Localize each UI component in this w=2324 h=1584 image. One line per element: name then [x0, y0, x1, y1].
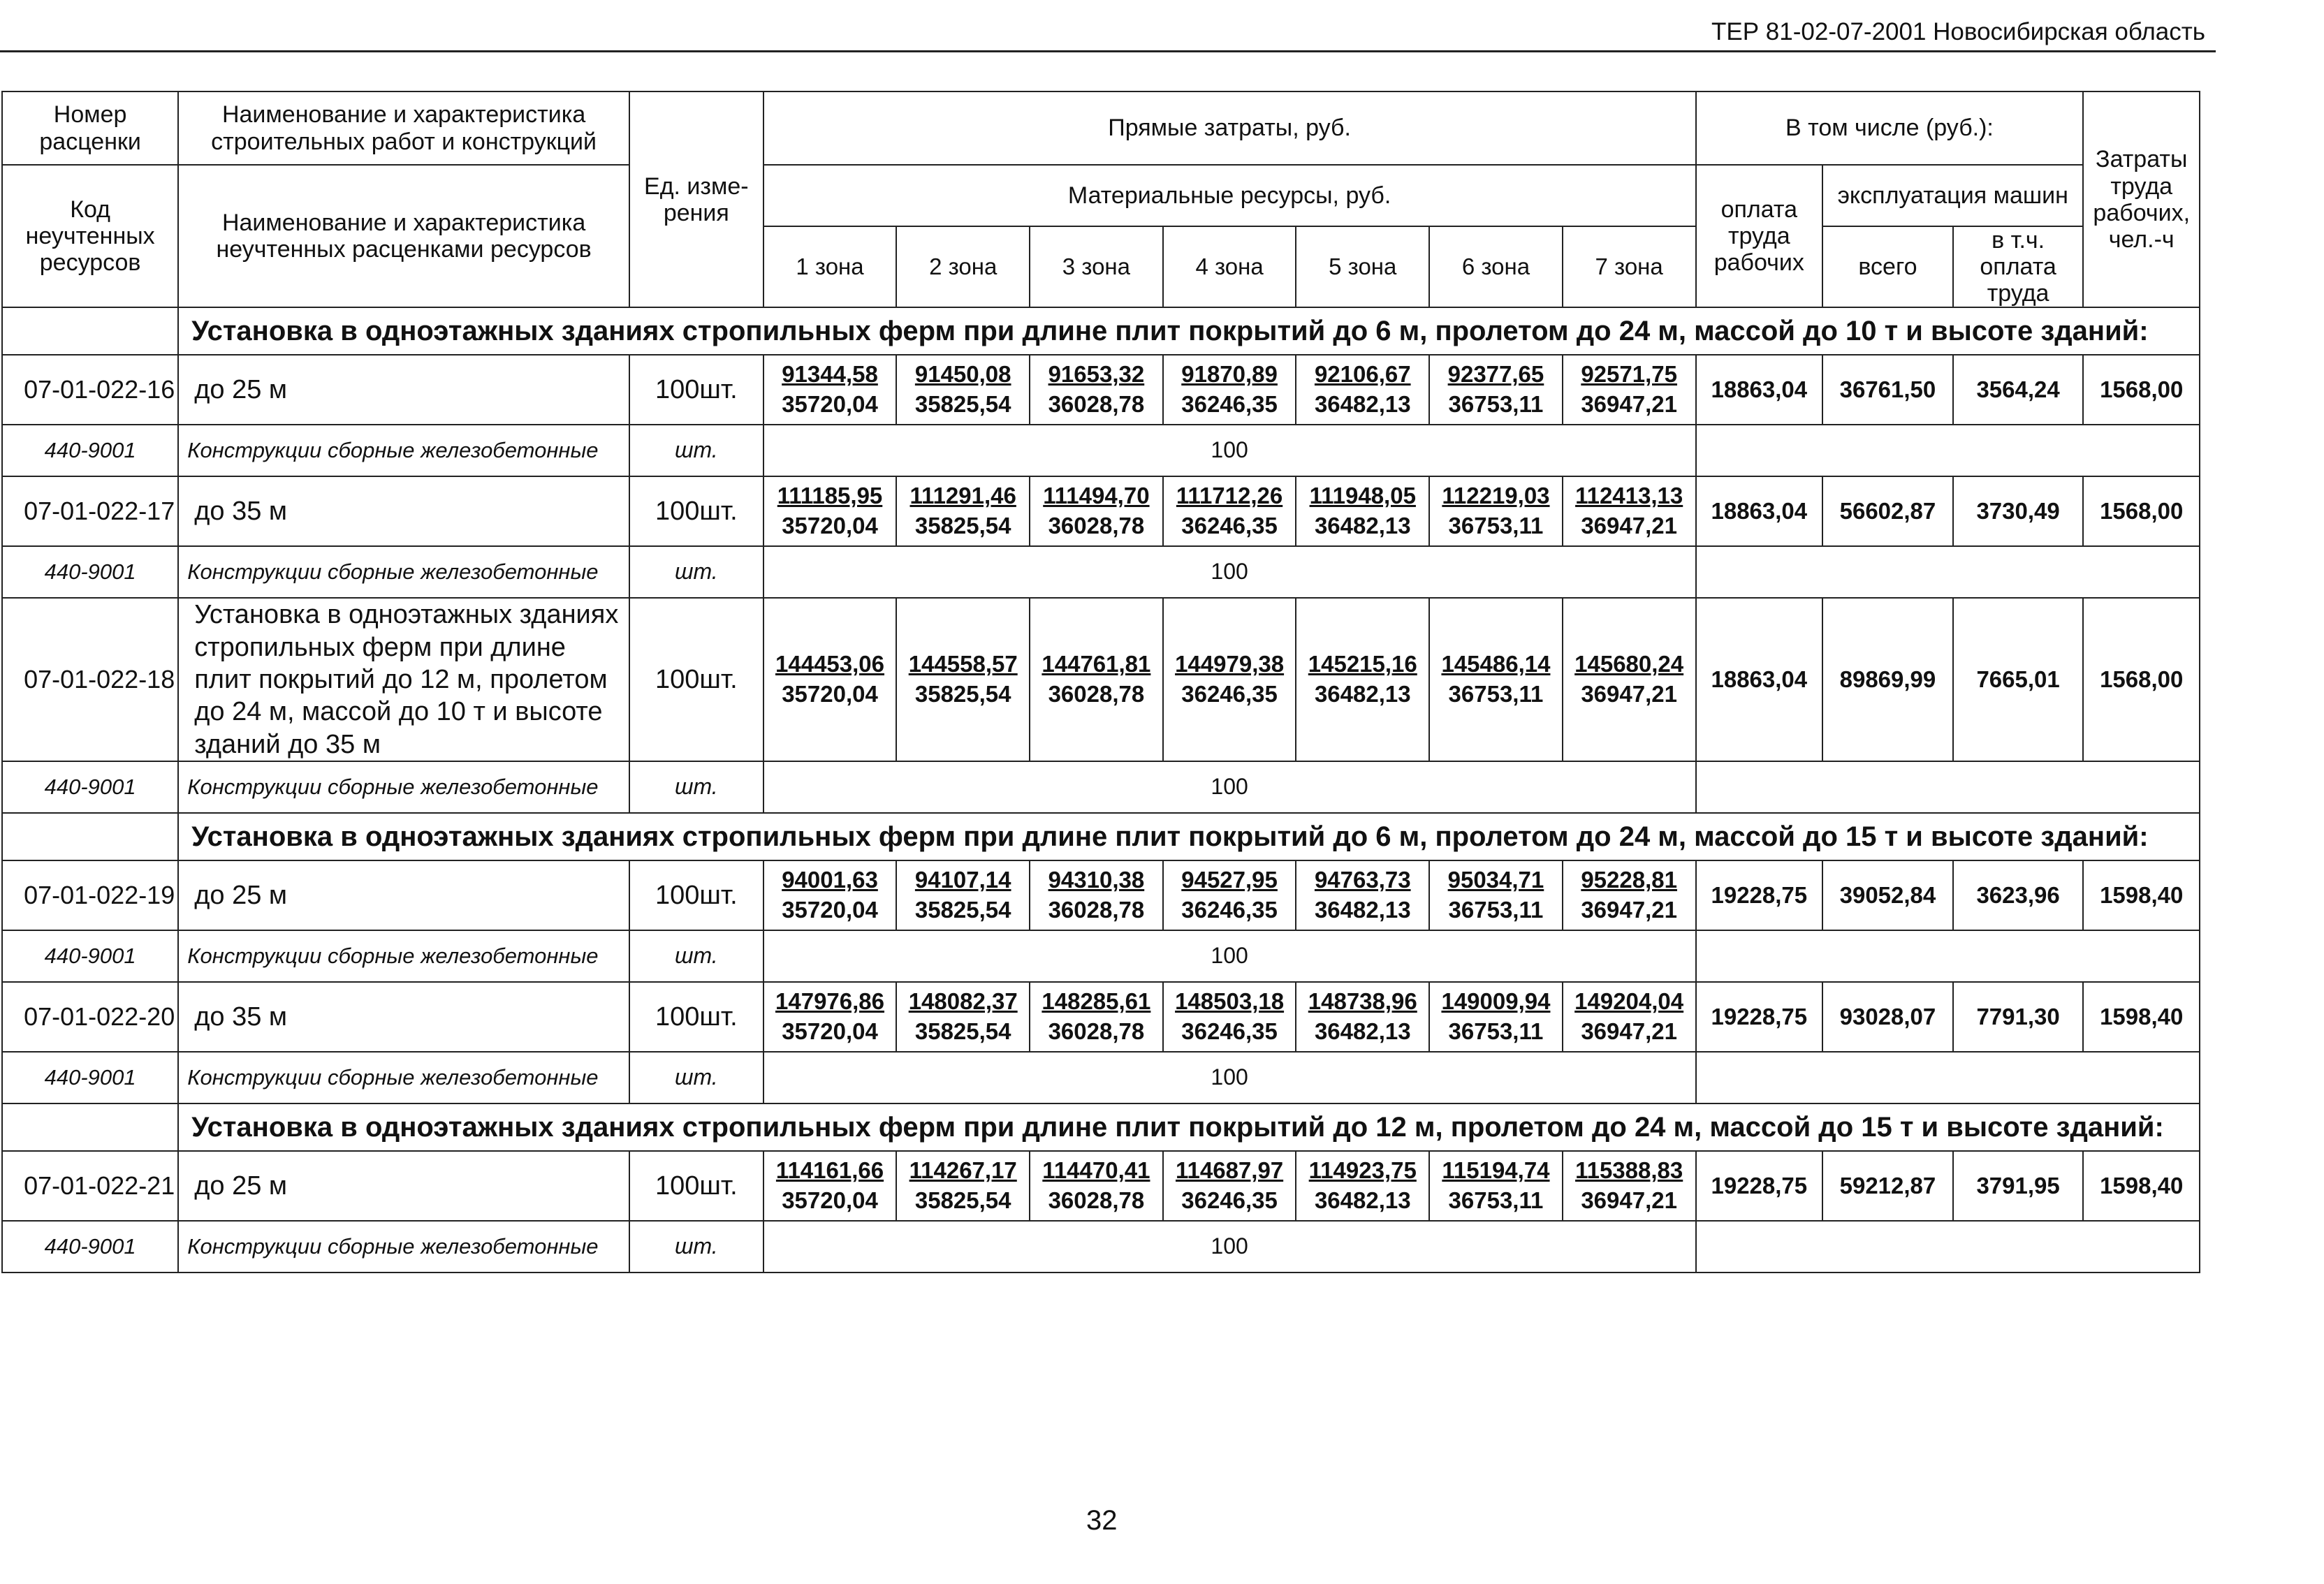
resource-qty: 100: [763, 761, 1696, 813]
material-cost: 36246,35: [1181, 681, 1278, 707]
zone-5-cost-cell: [1296, 476, 1429, 546]
resource-blank-cell: [1696, 1221, 2200, 1273]
direct-cost: 112219,03: [1442, 483, 1550, 509]
zone-2-cost-cell: [896, 982, 1030, 1052]
th-zone-1: 1 зона: [763, 226, 897, 307]
th-zone-6: 6 зона: [1429, 226, 1563, 307]
material-cost: 36246,35: [1181, 391, 1278, 418]
th-machine-wages: в т.ч. оплата труда: [1953, 226, 2084, 307]
material-cost: 36028,78: [1048, 681, 1145, 707]
material-cost: 36028,78: [1048, 391, 1145, 418]
material-cost: 35720,04: [782, 513, 878, 539]
material-cost: 35720,04: [782, 897, 878, 923]
material-cost: 36246,35: [1181, 1187, 1278, 1214]
direct-cost: 94527,95: [1181, 867, 1278, 893]
zone-6-cost-cell: [1429, 982, 1563, 1052]
material-cost: 36482,13: [1314, 1018, 1411, 1045]
resource-blank-cell: [1696, 761, 2200, 813]
direct-cost: 94310,38: [1048, 867, 1145, 893]
direct-cost: 91870,89: [1181, 361, 1278, 388]
rate-name: Установка в одноэтажных зданиях стропильных ферм при длине плит покрытий до 12 м, пролетом до 24 м, массой до 10 т и высоте зданий до 35 м: [178, 598, 629, 761]
material-cost: 35825,54: [914, 681, 1011, 707]
section-title: Установка в одноэтажных зданиях стропильных ферм при длине плит покрытий до 12 м, пролетом до 24 м, массой до 15 т и высоте зданий:: [178, 1103, 2200, 1151]
zone-3-cost-cell: [1030, 598, 1163, 761]
resource-name: Конструкции сборные железобетонные: [178, 546, 629, 598]
direct-cost: 144453,06: [775, 651, 885, 677]
direct-cost: 114470,41: [1042, 1157, 1150, 1184]
machines-total-value: 36761,50: [1822, 355, 1953, 425]
resource-blank-cell: [1696, 425, 2200, 476]
resource-unit: шт.: [629, 930, 763, 982]
zone-7-cost-cell: [1563, 598, 1696, 761]
resource-qty: 100: [763, 1221, 1696, 1273]
th-material-resources: Материальные ресурсы, руб.: [763, 165, 1696, 226]
material-cost: 35825,54: [914, 1018, 1011, 1045]
zone-3-cost-cell: [1030, 355, 1163, 425]
resource-unit: шт.: [629, 1052, 763, 1103]
resource-row: [2, 546, 2200, 598]
direct-cost: 149204,04: [1574, 988, 1684, 1015]
resource-row: [2, 1221, 2200, 1273]
resource-blank-cell: [1696, 930, 2200, 982]
machines-total-value: 89869,99: [1822, 598, 1953, 761]
machine-wages-value: 3791,95: [1953, 1151, 2084, 1221]
section-blank-cell: [2, 1103, 178, 1151]
rate-code: 07-01-022-17: [2, 476, 178, 546]
zone-6-cost-cell: [1429, 598, 1563, 761]
zone-1-cost-cell: [763, 860, 897, 930]
direct-cost: 112413,13: [1575, 483, 1683, 509]
material-cost: 36947,21: [1581, 513, 1677, 539]
th-wages: оплата труда рабочих: [1696, 165, 1823, 307]
th-zone-5: 5 зона: [1296, 226, 1429, 307]
rate-row: [2, 476, 2200, 546]
material-cost: 36482,13: [1314, 1187, 1411, 1214]
resource-code: 440-9001: [2, 761, 178, 813]
direct-cost: 94107,14: [914, 867, 1011, 893]
zone-1-cost-cell: [763, 1151, 897, 1221]
rates-table: [1, 91, 2200, 1273]
rate-code: 07-01-022-21: [2, 1151, 178, 1221]
resource-code: 440-9001: [2, 1221, 178, 1273]
section-blank-cell: [2, 307, 178, 355]
zone-1-cost-cell: [763, 476, 897, 546]
direct-cost: 95034,71: [1447, 867, 1544, 893]
th-machine-total: всего: [1822, 226, 1953, 307]
machines-total-value: 59212,87: [1822, 1151, 1953, 1221]
th-unit: Ед. изме- рения: [629, 91, 763, 307]
zone-3-cost-cell: [1030, 476, 1163, 546]
zone-1-cost-cell: [763, 355, 897, 425]
direct-cost: 145215,16: [1308, 651, 1417, 677]
material-cost: 36753,11: [1448, 513, 1544, 539]
direct-cost: 92377,65: [1447, 361, 1544, 388]
resource-code: 440-9001: [2, 1052, 178, 1103]
direct-cost: 148503,18: [1175, 988, 1285, 1015]
resource-qty: 100: [763, 930, 1696, 982]
th-resource-name: Наименование и характеристика неучтенных расценками ресурсов: [178, 165, 629, 307]
resource-row: [2, 761, 2200, 813]
zone-2-cost-cell: [896, 860, 1030, 930]
zone-6-cost-cell: [1429, 355, 1563, 425]
wages-value: 18863,04: [1696, 598, 1823, 761]
wages-value: 19228,75: [1696, 982, 1823, 1052]
rate-unit: 100шт.: [629, 476, 763, 546]
resource-row: [2, 930, 2200, 982]
direct-cost: 91344,58: [782, 361, 878, 388]
direct-cost: 148285,61: [1042, 988, 1151, 1015]
resource-name: Конструкции сборные железобетонные: [178, 425, 629, 476]
labor-value: 1598,40: [2083, 982, 2200, 1052]
material-cost: 36753,11: [1448, 897, 1544, 923]
zone-3-cost-cell: [1030, 1151, 1163, 1221]
direct-cost: 94763,73: [1314, 867, 1411, 893]
resource-blank-cell: [1696, 1052, 2200, 1103]
rate-unit: 100шт.: [629, 982, 763, 1052]
material-cost: 35720,04: [782, 391, 878, 418]
labor-value: 1598,40: [2083, 1151, 2200, 1221]
zone-5-cost-cell: [1296, 355, 1429, 425]
direct-cost: 91653,32: [1048, 361, 1145, 388]
material-cost: 36482,13: [1314, 897, 1411, 923]
machine-wages-value: 3623,96: [1953, 860, 2084, 930]
zone-1-cost-cell: [763, 982, 897, 1052]
direct-cost: 92571,75: [1581, 361, 1677, 388]
zone-7-cost-cell: [1563, 476, 1696, 546]
zone-3-cost-cell: [1030, 982, 1163, 1052]
machines-total-value: 56602,87: [1822, 476, 1953, 546]
rate-code: 07-01-022-16: [2, 355, 178, 425]
rate-row: [2, 860, 2200, 930]
zone-2-cost-cell: [896, 476, 1030, 546]
zone-1-cost-cell: [763, 598, 897, 761]
material-cost: 36947,21: [1581, 897, 1677, 923]
material-cost: 36246,35: [1181, 513, 1278, 539]
rate-name: до 35 м: [178, 982, 629, 1052]
th-resource-code: Код неучтенных ресурсов: [2, 165, 178, 307]
material-cost: 36028,78: [1048, 897, 1145, 923]
rate-unit: 100шт.: [629, 598, 763, 761]
resource-row: [2, 1052, 2200, 1103]
machine-wages-value: 3564,24: [1953, 355, 2084, 425]
direct-cost: 111712,26: [1176, 483, 1283, 509]
material-cost: 35825,54: [914, 391, 1011, 418]
direct-cost: 144558,57: [908, 651, 1018, 677]
direct-cost: 111185,95: [777, 483, 883, 509]
material-cost: 35720,04: [782, 681, 878, 707]
resource-unit: шт.: [629, 1221, 763, 1273]
resource-qty: 100: [763, 425, 1696, 476]
material-cost: 36482,13: [1314, 681, 1411, 707]
rate-name: до 25 м: [178, 355, 629, 425]
th-zone-7: 7 зона: [1563, 226, 1696, 307]
zone-6-cost-cell: [1429, 476, 1563, 546]
labor-value: 1568,00: [2083, 476, 2200, 546]
rate-row: [2, 982, 2200, 1052]
direct-cost: 115194,74: [1442, 1157, 1550, 1184]
direct-cost: 91450,08: [914, 361, 1011, 388]
wages-value: 18863,04: [1696, 355, 1823, 425]
resource-unit: шт.: [629, 546, 763, 598]
th-labor-costs: Затраты труда рабочих, чел.-ч: [2083, 91, 2200, 307]
direct-cost: 111494,70: [1043, 483, 1150, 509]
th-machine-operation: эксплуатация машин: [1822, 165, 2083, 226]
machines-total-value: 39052,84: [1822, 860, 1953, 930]
rate-name: до 25 м: [178, 860, 629, 930]
labor-value: 1568,00: [2083, 598, 2200, 761]
zone-4-cost-cell: [1163, 476, 1296, 546]
section-row: [2, 813, 2200, 860]
direct-cost: 114923,75: [1308, 1157, 1417, 1184]
zone-7-cost-cell: [1563, 982, 1696, 1052]
resource-qty: 100: [763, 546, 1696, 598]
direct-cost: 92106,67: [1314, 361, 1411, 388]
section-blank-cell: [2, 813, 178, 860]
th-work-name: Наименование и характеристика строительных работ и конструкций: [178, 91, 629, 165]
direct-cost: 145486,14: [1441, 651, 1551, 677]
machine-wages-value: 7665,01: [1953, 598, 2084, 761]
direct-cost: 115388,83: [1575, 1157, 1683, 1184]
material-cost: 36947,21: [1581, 1018, 1677, 1045]
material-cost: 36246,35: [1181, 1018, 1278, 1045]
material-cost: 36028,78: [1048, 513, 1145, 539]
zone-5-cost-cell: [1296, 860, 1429, 930]
zone-2-cost-cell: [896, 355, 1030, 425]
resource-code: 440-9001: [2, 546, 178, 598]
zone-7-cost-cell: [1563, 1151, 1696, 1221]
direct-cost: 144761,81: [1042, 651, 1151, 677]
material-cost: 35825,54: [914, 897, 1011, 923]
material-cost: 36246,35: [1181, 897, 1278, 923]
rate-unit: 100шт.: [629, 1151, 763, 1221]
rate-row: [2, 355, 2200, 425]
material-cost: 36753,11: [1448, 391, 1544, 418]
material-cost: 36482,13: [1314, 391, 1411, 418]
direct-cost: 95228,81: [1581, 867, 1677, 893]
section-title: Установка в одноэтажных зданиях стропильных ферм при длине плит покрытий до 6 м, пролетом до 24 м, массой до 15 т и высоте зданий:: [178, 813, 2200, 860]
resource-qty: 100: [763, 1052, 1696, 1103]
zone-6-cost-cell: [1429, 1151, 1563, 1221]
resource-name: Конструкции сборные железобетонные: [178, 761, 629, 813]
wages-value: 19228,75: [1696, 860, 1823, 930]
rate-name: до 35 м: [178, 476, 629, 546]
material-cost: 36947,21: [1581, 391, 1677, 418]
th-direct-costs: Прямые затраты, руб.: [763, 91, 1696, 165]
direct-cost: 147976,86: [775, 988, 885, 1015]
section-row: [2, 307, 2200, 355]
resource-code: 440-9001: [2, 930, 178, 982]
zone-4-cost-cell: [1163, 1151, 1296, 1221]
zone-3-cost-cell: [1030, 860, 1163, 930]
wages-value: 19228,75: [1696, 1151, 1823, 1221]
th-including: В том числе (руб.):: [1696, 91, 2084, 165]
zone-6-cost-cell: [1429, 860, 1563, 930]
material-cost: 35720,04: [782, 1187, 878, 1214]
labor-value: 1568,00: [2083, 355, 2200, 425]
zone-5-cost-cell: [1296, 598, 1429, 761]
rate-code: 07-01-022-18: [2, 598, 178, 761]
material-cost: 36753,11: [1448, 1018, 1544, 1045]
machine-wages-value: 7791,30: [1953, 982, 2084, 1052]
wages-value: 18863,04: [1696, 476, 1823, 546]
rate-unit: 100шт.: [629, 860, 763, 930]
rate-code: 07-01-022-20: [2, 982, 178, 1052]
header-rule: [0, 50, 2216, 52]
zone-4-cost-cell: [1163, 355, 1296, 425]
resource-unit: шт.: [629, 425, 763, 476]
page-number: 32: [1086, 1505, 1118, 1536]
zone-4-cost-cell: [1163, 860, 1296, 930]
section-row: [2, 1103, 2200, 1151]
resource-row: [2, 425, 2200, 476]
resource-name: Конструкции сборные железобетонные: [178, 930, 629, 982]
direct-cost: 149009,94: [1441, 988, 1551, 1015]
zone-4-cost-cell: [1163, 982, 1296, 1052]
direct-cost: 94001,63: [782, 867, 878, 893]
direct-cost: 111948,05: [1309, 483, 1416, 509]
direct-cost: 111291,46: [909, 483, 1016, 509]
th-zone-2: 2 зона: [896, 226, 1030, 307]
th-zone-4: 4 зона: [1163, 226, 1296, 307]
material-cost: 36753,11: [1448, 1187, 1544, 1214]
material-cost: 36947,21: [1581, 1187, 1677, 1214]
direct-cost: 114687,97: [1175, 1157, 1284, 1184]
resource-name: Конструкции сборные железобетонные: [178, 1052, 629, 1103]
section-title: Установка в одноэтажных зданиях стропильных ферм при длине плит покрытий до 6 м, пролетом до 24 м, массой до 10 т и высоте зданий:: [178, 307, 2200, 355]
material-cost: 36028,78: [1048, 1187, 1145, 1214]
direct-cost: 114161,66: [775, 1157, 884, 1184]
resource-unit: шт.: [629, 761, 763, 813]
page-header: ТЕР 81-02-07-2001 Новосибирская область: [1711, 18, 2205, 45]
zone-7-cost-cell: [1563, 860, 1696, 930]
resource-name: Конструкции сборные железобетонные: [178, 1221, 629, 1273]
resource-code: 440-9001: [2, 425, 178, 476]
zone-7-cost-cell: [1563, 355, 1696, 425]
rate-row: [2, 1151, 2200, 1221]
resource-blank-cell: [1696, 546, 2200, 598]
th-rate-number: Номер расценки: [2, 91, 178, 165]
direct-cost: 145680,24: [1574, 651, 1684, 677]
direct-cost: 144979,38: [1175, 651, 1285, 677]
material-cost: 36028,78: [1048, 1018, 1145, 1045]
rate-name: до 25 м: [178, 1151, 629, 1221]
th-zone-3: 3 зона: [1030, 226, 1163, 307]
material-cost: 35825,54: [914, 1187, 1011, 1214]
zone-5-cost-cell: [1296, 1151, 1429, 1221]
direct-cost: 148738,96: [1308, 988, 1417, 1015]
labor-value: 1598,40: [2083, 860, 2200, 930]
zone-2-cost-cell: [896, 598, 1030, 761]
material-cost: 36482,13: [1314, 513, 1411, 539]
rate-row: [2, 598, 2200, 761]
material-cost: 35720,04: [782, 1018, 878, 1045]
rate-unit: 100шт.: [629, 355, 763, 425]
material-cost: 36947,21: [1581, 681, 1677, 707]
rate-code: 07-01-022-19: [2, 860, 178, 930]
machines-total-value: 93028,07: [1822, 982, 1953, 1052]
zone-4-cost-cell: [1163, 598, 1296, 761]
zone-2-cost-cell: [896, 1151, 1030, 1221]
material-cost: 35825,54: [914, 513, 1011, 539]
machine-wages-value: 3730,49: [1953, 476, 2084, 546]
material-cost: 36753,11: [1448, 681, 1544, 707]
direct-cost: 148082,37: [908, 988, 1018, 1015]
zone-5-cost-cell: [1296, 982, 1429, 1052]
direct-cost: 114267,17: [909, 1157, 1017, 1184]
